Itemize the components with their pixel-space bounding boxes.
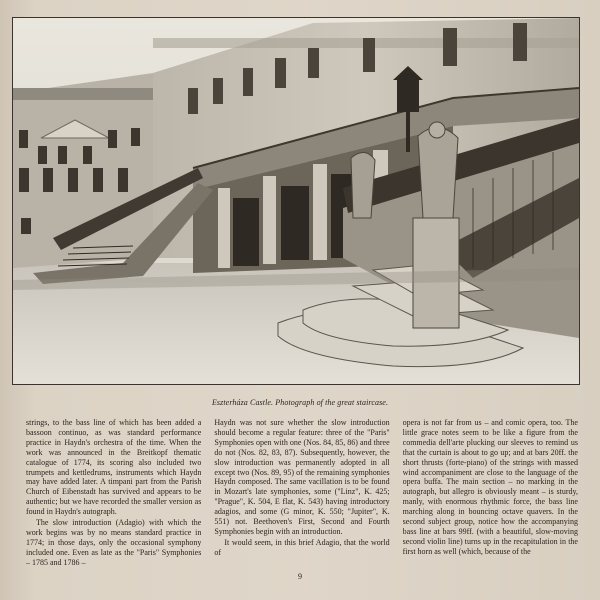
paragraph: The slow introduction (Adagio) with which the work begins was by no means standard practice in 1774; in those days, only the occasional symphony included one. Even as late as the "Paris" Symphonies – 1785 and 1786 – [26, 518, 202, 567]
text-columns [26, 418, 578, 568]
paragraph: It would seem, in this brief Adagio, that the world of [214, 537, 390, 557]
staircase-photograph [12, 17, 580, 385]
paragraph: opera is not far from us – and comic opera, too. The little grace notes seem to be like a figure from the commedia dell'arte plucking our sleeves to remind us that the curtain is about to go up; and at bars 20ff. the short thrusts (forte-piano) of the strings with massed wind accompaniment are close to the language of the opera buffa. The main section – no marking in the autograph, but allegro is obviously meant – is sturdy, manly, with enormous rhythmic force, the bass line marching along in bouncing octave quavers. In the second subject group, notice how the accompanying bass line at bars 99ff. (with a beautiful, slow-moving second violin line) turns up in the recapitulation in the first horn as well (which, because of the [402, 418, 578, 556]
paragraph: strings, to the bass line of which has been added a bassoon continuo, as was standard performance practice in Haydn's orchestra of the time. When the work was announced in the Breitkopf thematic catalogue of 1774, its scoring also included two trumpets and kettledrums, instruments which Haydn may have added later. A timpani part from the Parish Church of Eibenstadt has survived and appears to be authentic; but we have recorded the smaller version as found in Haydn's autograph. [26, 418, 202, 517]
photo-caption: Eszterháza Castle. Photograph of the great staircase. [211, 398, 389, 407]
text-column-1 [26, 418, 201, 568]
paragraph: Haydn was not sure whether the slow introduction should become a regular feature: three of the "Paris" Symphonies open with one (Nos. 84, 85, 86) and three do not (Nos. 82, 83, 87). Subsequently, however, the slow introduction was permanently adopted in all except two (Nos. 89, 95) of the remaining symphonies Haydn composed. The same vacillation is to be found in Mozart's late symphonies, some ("Linz", K. 425; "Prague", K. 504, E flat, K. 543) having introductory adagios, and some (G minor, K. 550; "Jupiter", K. 551) not. Beethoven's First, Second and Fourth Symphonies begin with an introduction. [214, 418, 390, 536]
text-column-2 [214, 418, 389, 568]
page-number: 9 [298, 572, 302, 581]
text-column-3 [403, 418, 578, 568]
